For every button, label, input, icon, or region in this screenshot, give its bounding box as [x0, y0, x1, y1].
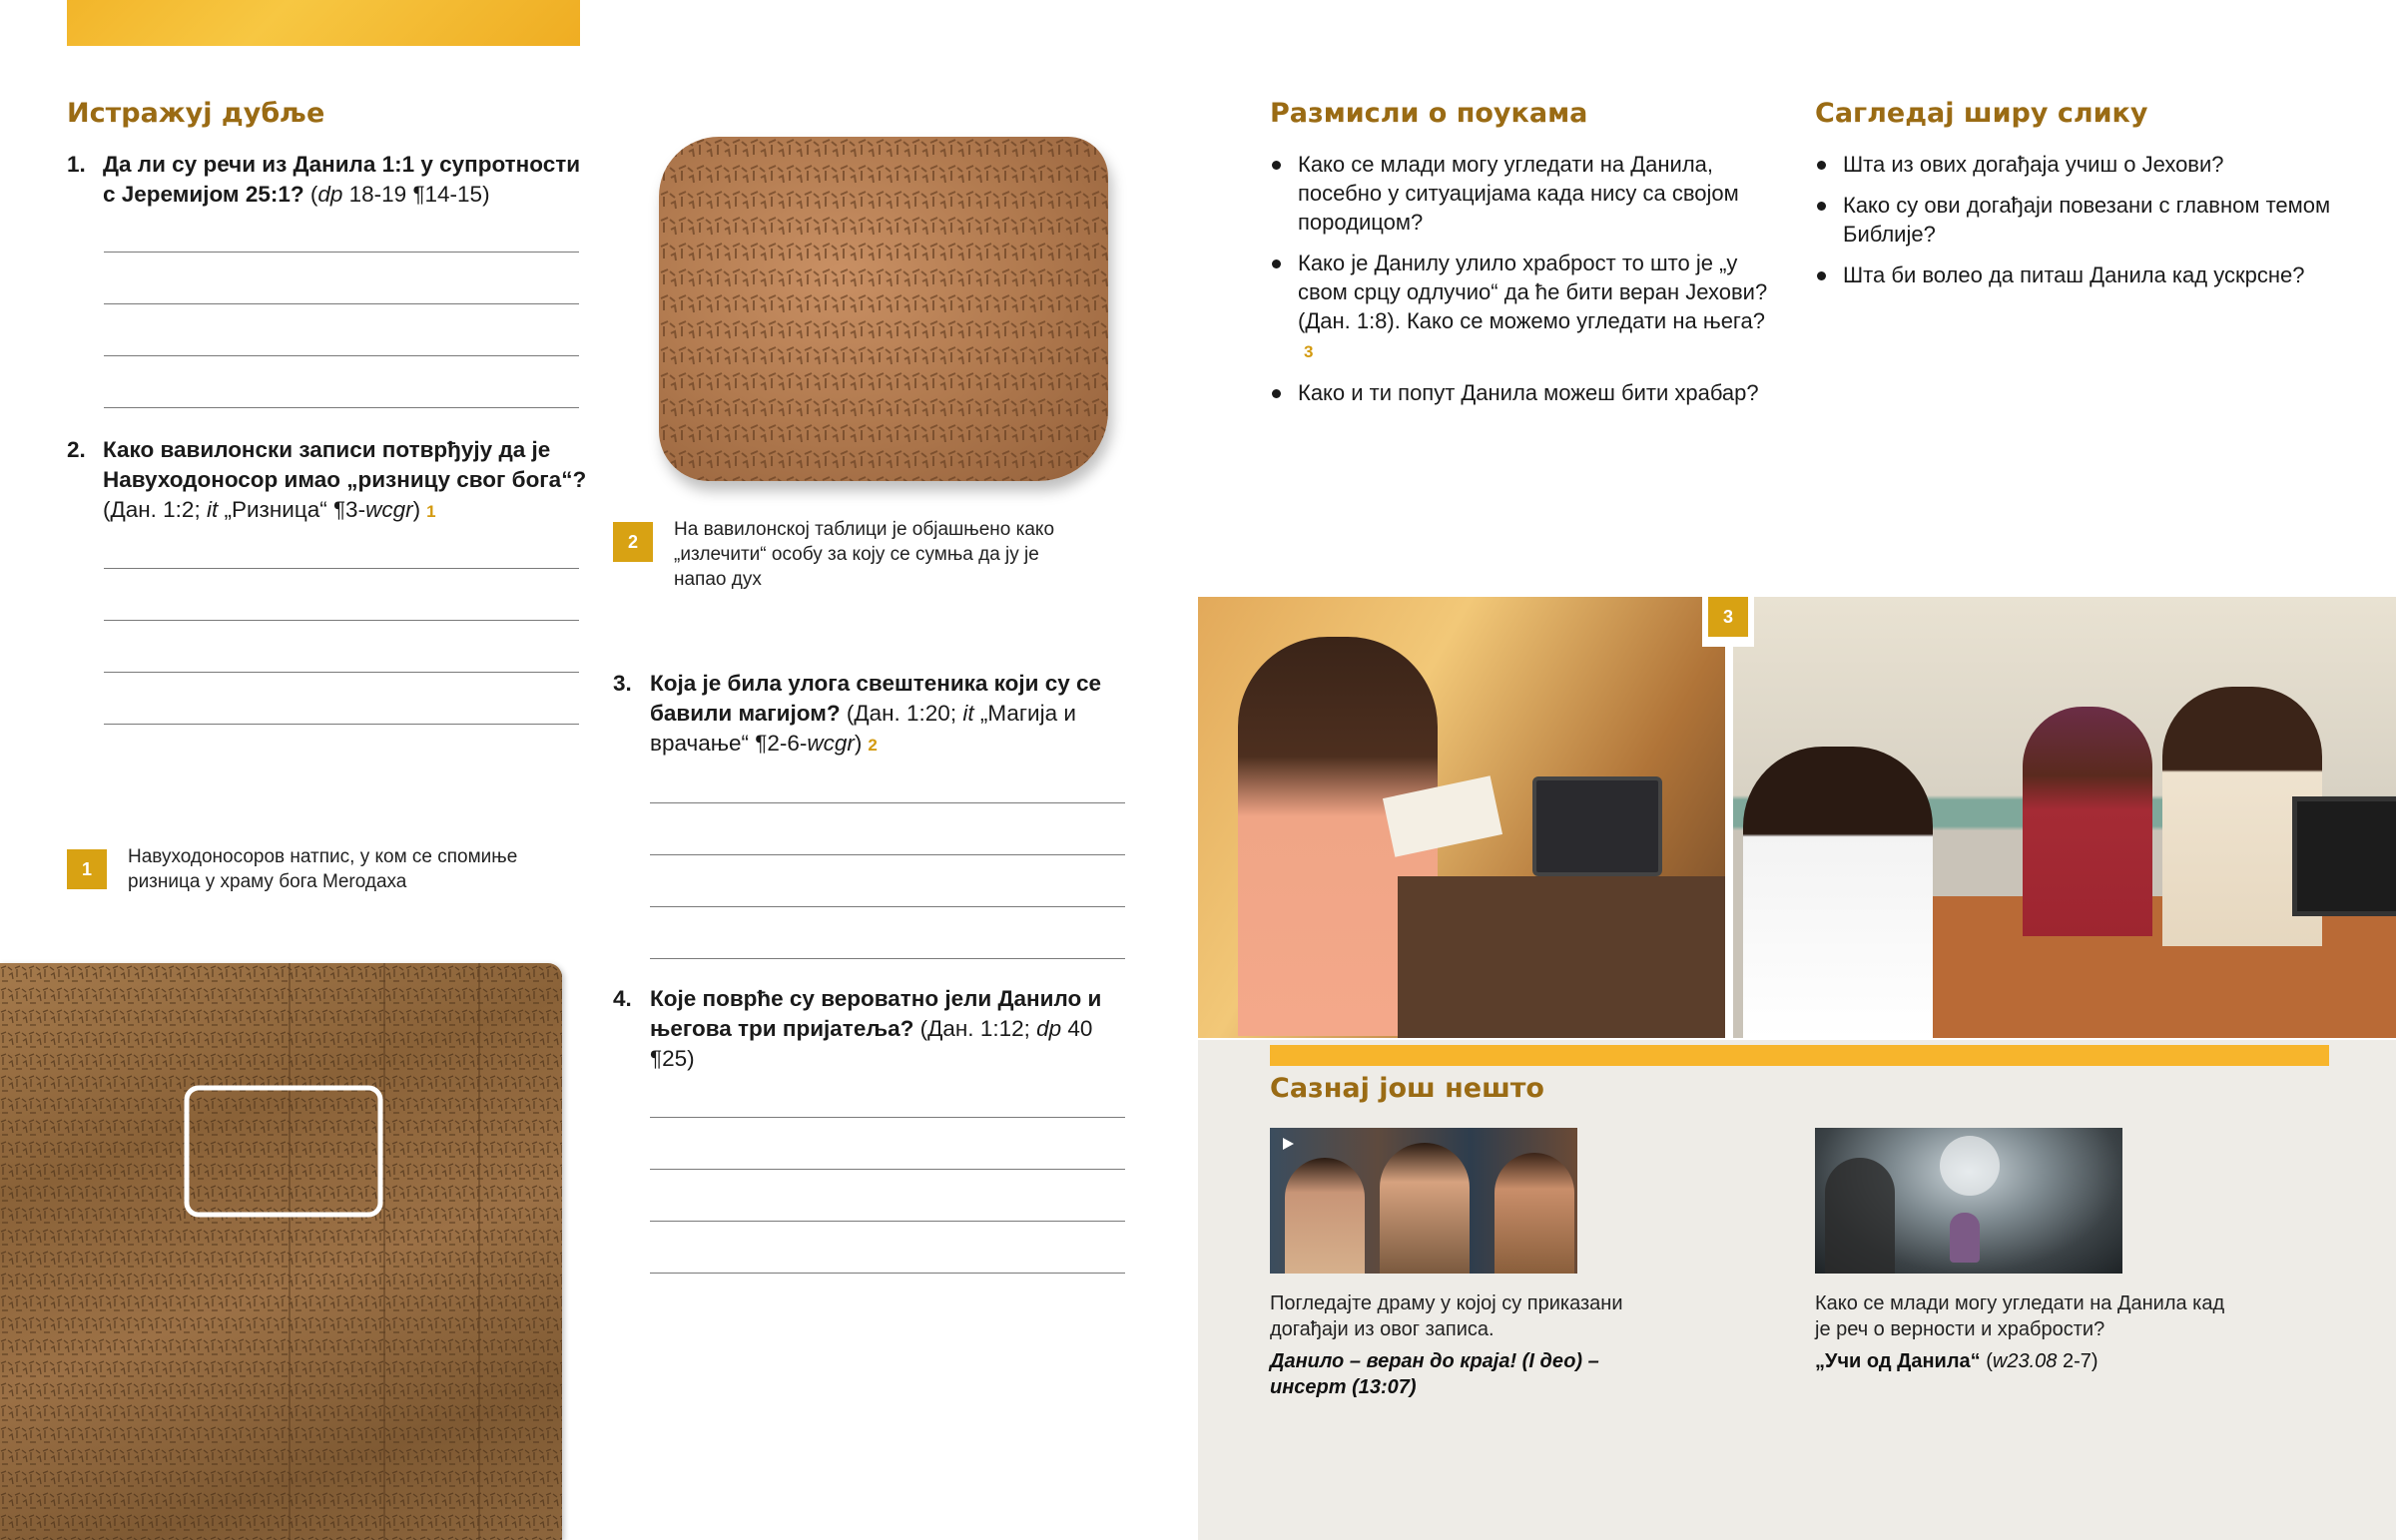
- answer-line[interactable]: [650, 1169, 1125, 1170]
- caption-2: На вавилонској таблици је објашњено како „излечити“ особу за коју се сумња да ју је напао дух: [674, 519, 1055, 590]
- big-picture-list: [1815, 150, 2334, 301]
- question-1-number: 1.: [67, 152, 86, 177]
- top-banner: [67, 0, 580, 46]
- actor-figure: [1495, 1153, 1574, 1274]
- actor-figure: [1380, 1143, 1470, 1274]
- doctor-consultation-photo: [1733, 597, 2396, 1038]
- image-ref-badge[interactable]: 3: [1304, 342, 1314, 361]
- play-icon[interactable]: [1280, 1136, 1296, 1152]
- article-description: Како се млади могу угледати на Данила кад је реч о верности и храбрости?: [1815, 1292, 2225, 1340]
- list-item: Како се млади могу угледати на Данила, посебно у ситуацијама када нису са својом породицом?: [1270, 150, 1769, 237]
- learn-more-heading: Сазнај још нешто: [1270, 1073, 1544, 1104]
- answer-line[interactable]: [650, 854, 1125, 855]
- list-item: Како и ти попут Данила можеш бити храбар?: [1270, 378, 1769, 407]
- question-4-text: Које поврће су вероватно јели Данило и његова три пријатеља?: [650, 986, 1102, 1041]
- table: [1398, 876, 1725, 1038]
- article-title-link[interactable]: „Учи од Данила“ (w23.08 2-7): [1815, 1350, 2098, 1372]
- answer-line[interactable]: [104, 303, 579, 304]
- tablet-device: [1532, 776, 1662, 876]
- article-thumbnail[interactable]: [1815, 1128, 2122, 1274]
- video-thumbnail[interactable]: [1270, 1128, 1577, 1274]
- caption-2-badge: 2: [613, 522, 653, 562]
- learn-more-bar: [1270, 1045, 2329, 1066]
- answer-line[interactable]: [104, 355, 579, 356]
- list-item: Како су ови догађаји повезани с главном темом Библије?: [1815, 191, 2334, 249]
- doctor-figure: [1743, 747, 1933, 1038]
- answer-line[interactable]: [104, 568, 579, 569]
- angel-figure: [1940, 1136, 2000, 1196]
- answer-line[interactable]: [104, 252, 579, 253]
- list-item: Како је Данилу улило храброст то што је „у свом срцу одлучио“ да ће бити веран Јехови? (Дан. 1:8). Како се можемо угледати на њега?3: [1270, 249, 1769, 366]
- answer-line[interactable]: [104, 724, 579, 725]
- image-ref-badge[interactable]: 1: [426, 502, 436, 521]
- cuneiform-inscription-image: [0, 963, 562, 1540]
- answer-line[interactable]: [650, 802, 1125, 803]
- answer-line[interactable]: [104, 407, 579, 408]
- video-description: Погледајте драму у којој су приказани догађаји из овог записа.: [1270, 1292, 1623, 1340]
- answer-line[interactable]: [650, 906, 1125, 907]
- photo-badge: 3: [1708, 597, 1748, 637]
- answer-line[interactable]: [650, 1273, 1125, 1274]
- lion-figure: [1825, 1158, 1895, 1274]
- woman-studying-photo: [1198, 597, 1725, 1038]
- reflect-list: [1270, 150, 1769, 419]
- caption-1-badge: 1: [67, 849, 107, 889]
- video-title-link[interactable]: Данило – веран до краја! (I део) – инсерт (13:07): [1270, 1350, 1599, 1398]
- question-3-text: Која је била улога свештеника који су се бавили магијом?: [650, 671, 1102, 726]
- list-item: Шта би волео да питаш Данила кад ускрсне?: [1815, 260, 2334, 289]
- question-1-text: Да ли су речи из Данила 1:1 у супротности с Јеремијом 25:1?: [103, 152, 581, 207]
- reflect-heading: Размисли о поукама: [1270, 98, 1588, 129]
- image-ref-badge[interactable]: 2: [868, 736, 878, 755]
- big-picture-heading: Сагледај ширу слику: [1815, 98, 2148, 129]
- photo-divider: [1725, 597, 1733, 1038]
- question-2-text: Како вавилонски записи потврђују да је Навуходоносор имао „ризницу свог бога“?: [103, 437, 587, 492]
- answer-line[interactable]: [104, 620, 579, 621]
- actor-figure: [1285, 1158, 1365, 1274]
- answer-line[interactable]: [650, 1221, 1125, 1222]
- list-item: Шта из ових догађаја учиш о Јехови?: [1815, 150, 2334, 179]
- babylonian-tablet-image: [659, 137, 1108, 481]
- computer-monitor: [2292, 796, 2396, 916]
- daniel-figure: [1950, 1213, 1980, 1263]
- dig-deeper-heading: Истражуј дубље: [67, 98, 325, 129]
- answer-line[interactable]: [650, 1117, 1125, 1118]
- answer-line[interactable]: [650, 958, 1125, 959]
- answer-line[interactable]: [104, 672, 579, 673]
- patient-figure: [2023, 707, 2152, 936]
- caption-1: Навуходоносоров натпис, у ком се спомиње ризница у храму бога Мerодаха: [128, 846, 518, 892]
